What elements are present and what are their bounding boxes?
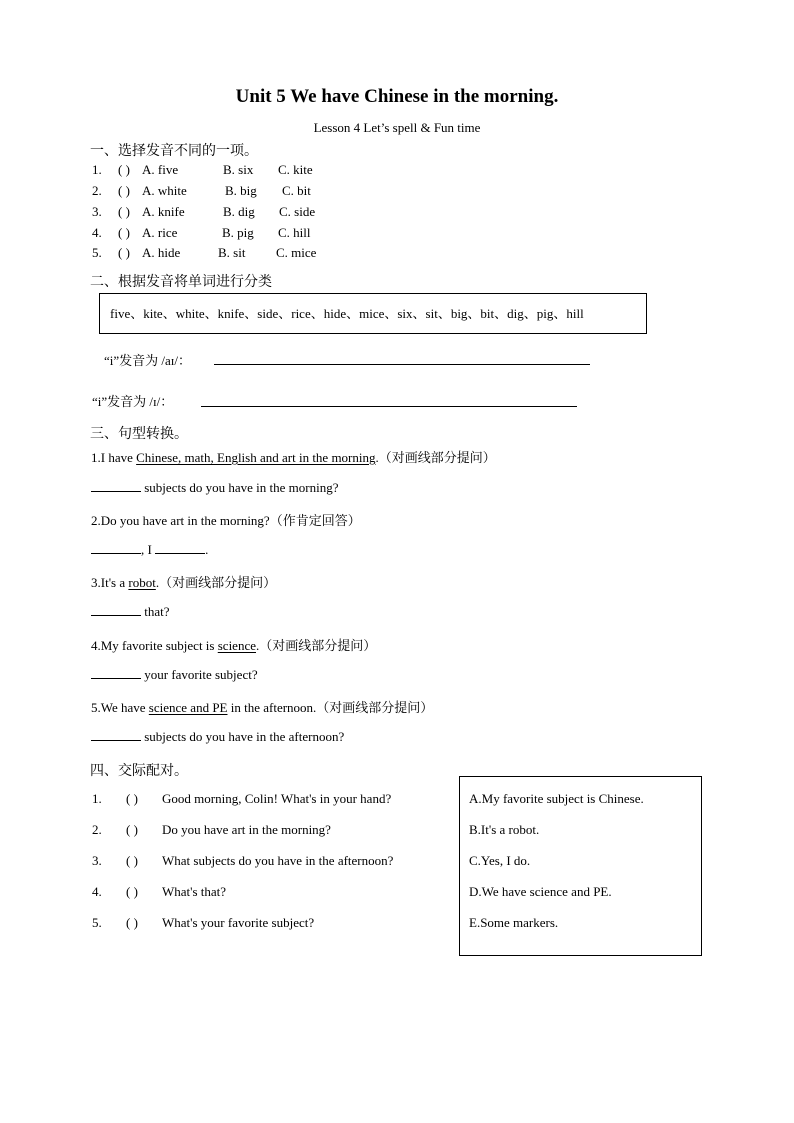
answer-blank[interactable] — [91, 666, 141, 679]
answer-paren[interactable]: ( ) — [126, 884, 138, 899]
answer-blank[interactable] — [91, 603, 141, 616]
page-title: Unit 5 We have Chinese in the morning. — [235, 86, 559, 107]
answer-paren[interactable]: ( ) — [126, 791, 138, 806]
section1-heading: 一、选择发音不同的一项。 — [90, 144, 258, 159]
answer-paren[interactable]: ( ) — [118, 183, 130, 198]
answer-1: subjects do you have in the morning? — [91, 479, 339, 496]
answer-option-e: E.Some markers. — [469, 915, 559, 930]
sort-line-ai — [104, 350, 191, 369]
question-1: 1.I have Chinese, math, English and art in the morning.（对画线部分提问） — [91, 450, 496, 465]
answer-3: that? — [91, 603, 170, 620]
answer-options-box — [459, 776, 702, 956]
sort-label-ai: “i”发音为 /aɪ/： — [104, 353, 192, 368]
underlined-phrase: science and PE — [148, 700, 228, 715]
answer-blank[interactable] — [91, 479, 141, 492]
answer-option-c: C.Yes, I do. — [469, 853, 531, 868]
answer-paren[interactable]: ( ) — [118, 225, 130, 240]
answer-paren[interactable]: ( ) — [118, 245, 130, 260]
answer-2: , I . — [91, 541, 208, 558]
answer-paren[interactable]: ( ) — [118, 162, 130, 177]
underlined-phrase: robot — [128, 575, 156, 590]
sort-line-i — [92, 391, 173, 410]
question-3: 3.It's a robot.（对画线部分提问） — [91, 575, 277, 590]
word-bank-box — [99, 293, 647, 334]
section2-heading: 二、根据发音将单词进行分类 — [90, 275, 272, 290]
answer-blank[interactable] — [155, 541, 205, 554]
question-2: 2.Do you have art in the morning?（作肯定回答） — [91, 513, 361, 528]
sort-label-i: “i”发音为 /ɪ/： — [92, 394, 174, 409]
answer-option-d: D.We have science and PE. — [469, 884, 612, 899]
answer-line-ai[interactable] — [214, 364, 590, 365]
underlined-phrase: Chinese, math, English and art in the morning — [136, 450, 376, 465]
underlined-phrase: science — [217, 638, 256, 653]
answer-blank[interactable] — [91, 541, 141, 554]
answer-paren[interactable]: ( ) — [126, 915, 138, 930]
answer-option-a: A.My favorite subject is Chinese. — [469, 791, 644, 806]
answer-paren[interactable]: ( ) — [126, 822, 138, 837]
section3-heading: 三、句型转换。 — [90, 427, 188, 442]
question-5: 5.We have science and PE in the afternoon.（对画线部分提问） — [91, 700, 434, 715]
answer-5: subjects do you have in the afternoon? — [91, 728, 344, 745]
answer-option-b: B.It's a robot. — [469, 822, 540, 837]
answer-line-i[interactable] — [201, 406, 577, 407]
section4-heading: 四、交际配对。 — [90, 764, 188, 779]
word-bank: five、kite、white、knife、side、rice、hide、mice、six、sit、big、bit、dig、pig、hill — [110, 306, 584, 321]
answer-paren[interactable]: ( ) — [126, 853, 138, 868]
answer-paren[interactable]: ( ) — [118, 204, 130, 219]
question-4: 4.My favorite subject is science.（对画线部分提问） — [91, 638, 377, 653]
page-subtitle: Lesson 4 Let’s spell & Fun time — [313, 120, 481, 135]
answer-4: your favorite subject? — [91, 666, 258, 683]
answer-blank[interactable] — [91, 728, 141, 741]
